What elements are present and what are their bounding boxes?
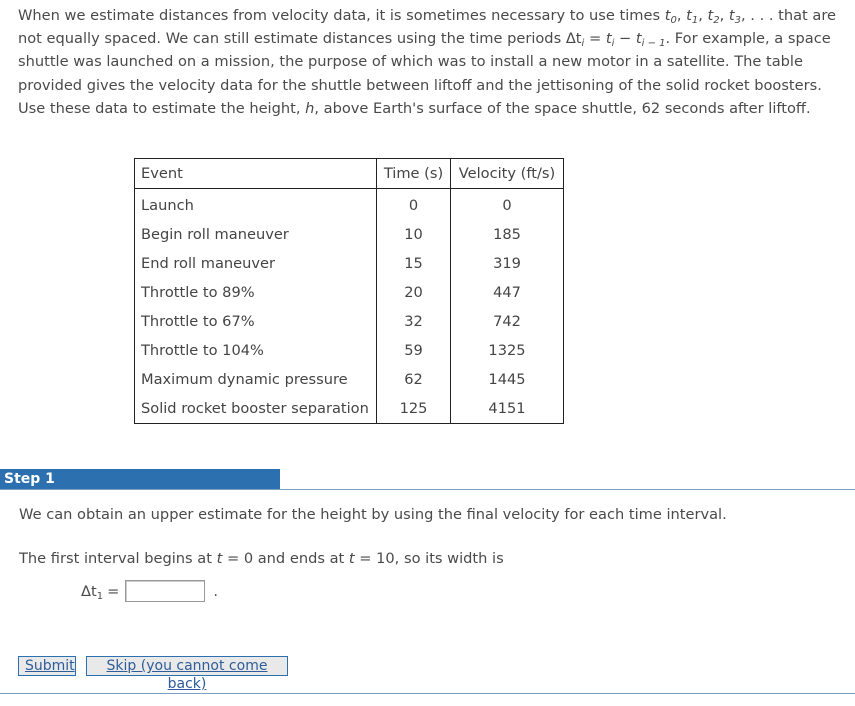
cell-event: Solid rocket booster separation — [135, 394, 377, 424]
minus-sign: − — [614, 30, 636, 48]
t0: $t_0$ — [664, 7, 677, 26]
table-row — [135, 394, 564, 424]
table-row — [135, 365, 564, 394]
t3: $t_3$ — [728, 7, 742, 26]
equals-sign: = — [107, 582, 120, 600]
table-row — [135, 189, 564, 221]
cell-time: 59 — [377, 336, 451, 365]
intro-text-3: . For example, a space shuttle was launched on a mission, the purpose of which was to install a new motor in a satellite. The table provided gives the velocity data for the shuttle between liftoff and the jettisoning of the solid rocket boosters. Use these data to estimate the height, — [18, 30, 831, 117]
cell-time: 10 — [377, 220, 451, 249]
table-row — [135, 249, 564, 278]
table-header-row — [135, 159, 564, 189]
cell-velocity: 742 — [451, 307, 564, 336]
period: . — [213, 582, 218, 600]
cell-event: Throttle to 104% — [135, 336, 377, 365]
cell-velocity: 447 — [451, 278, 564, 307]
cell-event: End roll maneuver — [135, 249, 377, 278]
cell-time: 125 — [377, 394, 451, 424]
header-event: Event — [135, 159, 377, 189]
height-variable: h — [305, 99, 315, 117]
cell-time: 20 — [377, 278, 451, 307]
interval-description: The first interval begins at t = 0 and ends at t = 10, so its width is — [19, 550, 504, 567]
cell-velocity: 185 — [451, 220, 564, 249]
delta-t-1-label: $\Delta t_1$ — [81, 582, 104, 602]
problem-statement: When we estimate distances from velocity data, it is sometimes necessary to use times $t_0$, $t_1$, $t_2$, $t_3$, . . . that are not equally spaced. We can still estimate distances using the time periods $\Delta t_i = t_i - t_{i - 1}$. For example, a space shuttle was launched on a mission, the purpose of which was to install a new motor in a satellite. The table provided gives the velocity data for the shuttle between liftoff and the jettisoning of the solid rocket boosters. Use these data to estimate the height, h, above Earth's surface of the space shuttle, 62 seconds after liftoff. — [18, 7, 837, 117]
answer-equation — [81, 580, 218, 602]
cell-event: Throttle to 89% — [135, 278, 377, 307]
cell-velocity: 1445 — [451, 365, 564, 394]
cell-time: 62 — [377, 365, 451, 394]
cell-event: Begin roll maneuver — [135, 220, 377, 249]
header-time: Time (s) — [377, 159, 451, 189]
cell-time: 32 — [377, 307, 451, 336]
table-row — [135, 307, 564, 336]
skip-button[interactable]: Skip (you cannot come back) — [86, 656, 288, 676]
cell-velocity: 0 — [451, 189, 564, 221]
t1: $t_1$ — [686, 7, 699, 26]
submit-button[interactable]: Submit — [18, 656, 76, 676]
cell-velocity: 319 — [451, 249, 564, 278]
intro-text-1: When we estimate distances from velocity data, it is sometimes necessary to use times — [18, 7, 665, 24]
table-row — [135, 278, 564, 307]
equals-sign: = — [584, 30, 606, 48]
velocity-table — [134, 158, 564, 424]
delta-t-i: $\Delta t_i$ — [565, 30, 585, 50]
delta-t-1-input[interactable] — [125, 580, 205, 602]
cell-time: 0 — [377, 189, 451, 221]
cell-event: Launch — [135, 189, 377, 221]
cell-time: 15 — [377, 249, 451, 278]
t-i-minus-1: $t_{i - 1}$ — [635, 30, 666, 50]
step-instruction: We can obtain an upper estimate for the height by using the final velocity for each time interval. — [19, 506, 727, 523]
step-header: Step 1 — [0, 469, 280, 489]
cell-event: Maximum dynamic pressure — [135, 365, 377, 394]
cell-velocity: 4151 — [451, 394, 564, 424]
bottom-divider — [0, 693, 855, 694]
cell-velocity: 1325 — [451, 336, 564, 365]
table-row — [135, 336, 564, 365]
intro-text-2: , . . . that are not equally spaced. We can still estimate distances using the time periods — [18, 7, 837, 48]
t2: $t_2$ — [707, 7, 720, 26]
intro-text-4: , above Earth's surface of the space shuttle, 62 seconds after liftoff. — [314, 99, 811, 117]
step-divider — [0, 489, 855, 490]
cell-event: Throttle to 67% — [135, 307, 377, 336]
header-velocity: Velocity (ft/s) — [451, 159, 564, 189]
table-row — [135, 220, 564, 249]
t-i: $t_i$ — [605, 30, 615, 50]
